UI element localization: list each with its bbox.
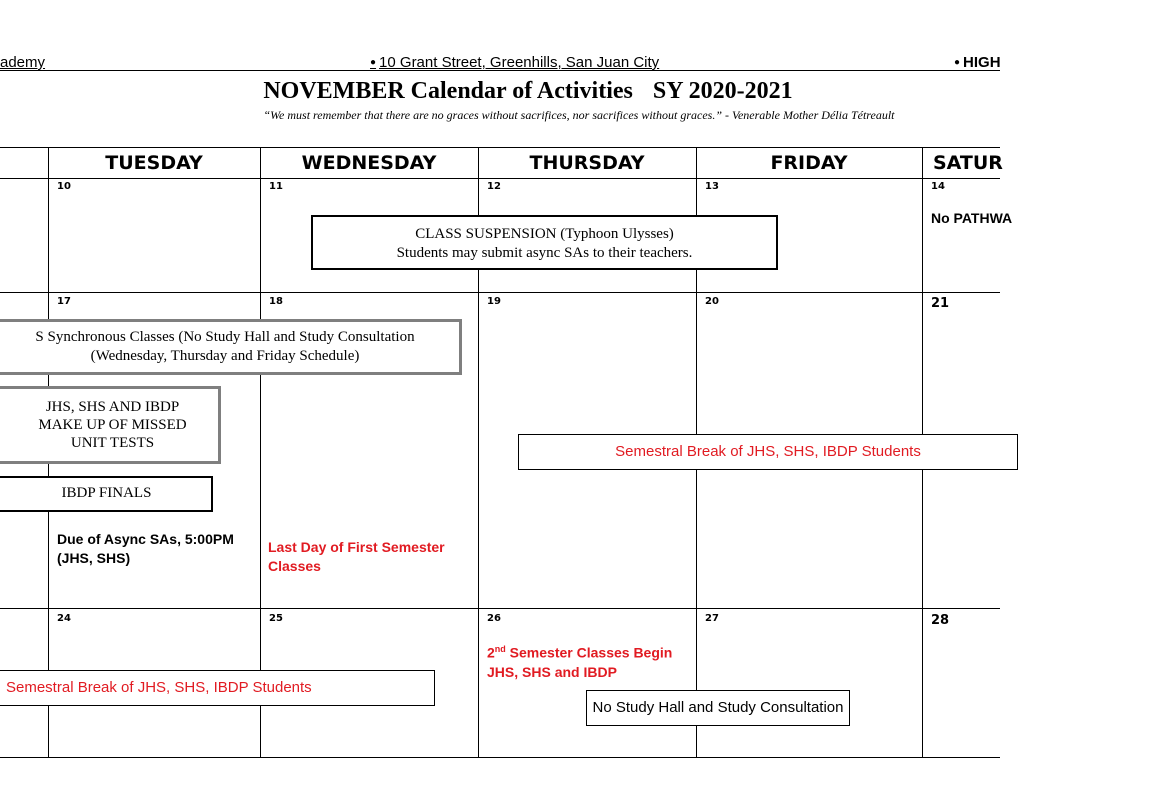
address-text: 10 Grant Street, Greenhills, San Juan City xyxy=(379,54,660,71)
title-school-year: SY 2020-2021 xyxy=(652,78,793,104)
event-semestral-break: Semestral Break of JHS, SHS, IBDP Students xyxy=(518,434,1018,470)
bullet-icon: ● xyxy=(370,57,377,68)
date-cell: 27 xyxy=(705,613,719,624)
event-line: MAKE UP OF MISSED xyxy=(38,417,187,433)
event-line: S Synchronous Classes (No Study Hall and Study Consultation xyxy=(35,329,415,345)
date-cell: 10 xyxy=(57,181,71,192)
event-line: (JHS, SHS) xyxy=(57,550,131,566)
event-line: Semestral Break of JHS, SHS, IBDP Students xyxy=(6,679,312,696)
page-title xyxy=(0,78,1056,105)
event-line: JHS, SHS AND IBDP xyxy=(45,399,180,415)
date-cell: 19 xyxy=(487,296,501,307)
grid-week1-line xyxy=(0,292,1000,293)
date-cell: 26 xyxy=(487,613,501,624)
date-cell: 24 xyxy=(57,613,71,624)
event-line: Due of Async SAs, 5:00PM xyxy=(57,531,234,547)
event-last-day-first-semester xyxy=(268,538,445,576)
grid-bottom-line xyxy=(0,757,1000,758)
date-cell: 14 xyxy=(931,181,945,192)
grid-header-line xyxy=(0,178,1000,179)
school-address xyxy=(370,54,659,71)
day-header-tuesday: TUESDAY xyxy=(105,152,203,174)
date-cell: 28 xyxy=(931,613,950,628)
ordinal-number: 2 xyxy=(487,644,495,661)
date-cell: 12 xyxy=(487,181,501,192)
event-class-suspension xyxy=(311,215,778,270)
grid-col-line xyxy=(260,147,261,757)
day-header-wednesday: WEDNESDAY xyxy=(301,152,437,174)
department-label xyxy=(954,54,1001,71)
event-no-pathways: No PATHWA xyxy=(931,210,1013,226)
event-line: CLASS SUSPENSION (Typhoon Ulysses) xyxy=(415,226,674,242)
grid-top-line xyxy=(0,147,1000,148)
event-no-study-hall: No Study Hall and Study Consultation xyxy=(586,690,850,726)
date-cell: 20 xyxy=(705,296,719,307)
event-line: Last Day of First Semester xyxy=(268,539,445,555)
header-rule xyxy=(0,70,1000,71)
event-line: JHS, SHS and IBDP xyxy=(487,663,617,680)
quote: “We must remember that there are no graces without sacrifices, nor sacrifices without graces.” - Venerable Mother Délia Tétreault xyxy=(263,108,895,122)
department-text: HIGH xyxy=(963,54,1001,71)
date-cell: 18 xyxy=(269,296,283,307)
event-line xyxy=(487,640,672,663)
date-cell: 17 xyxy=(57,296,71,307)
day-header-thursday: THURSDAY xyxy=(529,152,645,174)
day-header-friday: FRIDAY xyxy=(770,152,848,174)
event-line: (Wednesday, Thursday and Friday Schedule) xyxy=(90,348,360,364)
event-ibdp-finals: IBDP FINALS xyxy=(0,476,213,512)
date-cell: 11 xyxy=(269,181,283,192)
bullet-icon: ● xyxy=(954,57,961,68)
date-cell: 25 xyxy=(269,613,283,624)
school-name-fragment: ademy xyxy=(0,54,46,71)
date-cell: 13 xyxy=(705,181,719,192)
event-semestral-break-continued xyxy=(0,670,435,706)
event-synchronous-classes xyxy=(0,319,462,375)
grid-week2-line xyxy=(0,608,1000,609)
event-makeup-tests xyxy=(0,386,221,464)
event-line: UNIT TESTS xyxy=(70,435,155,451)
event-due-async xyxy=(57,530,234,568)
event-second-semester-begin xyxy=(487,640,672,682)
date-cell: 21 xyxy=(931,296,950,311)
ordinal-suffix: nd xyxy=(494,644,506,654)
event-line: Classes xyxy=(268,558,321,574)
event-line: Students may submit async SAs to their teachers. xyxy=(396,245,693,261)
day-header-saturday: SATUR xyxy=(933,152,1003,174)
ordinal-rest: Semester Classes Begin xyxy=(505,644,673,661)
title-main: NOVEMBER Calendar of Activities xyxy=(263,78,633,104)
